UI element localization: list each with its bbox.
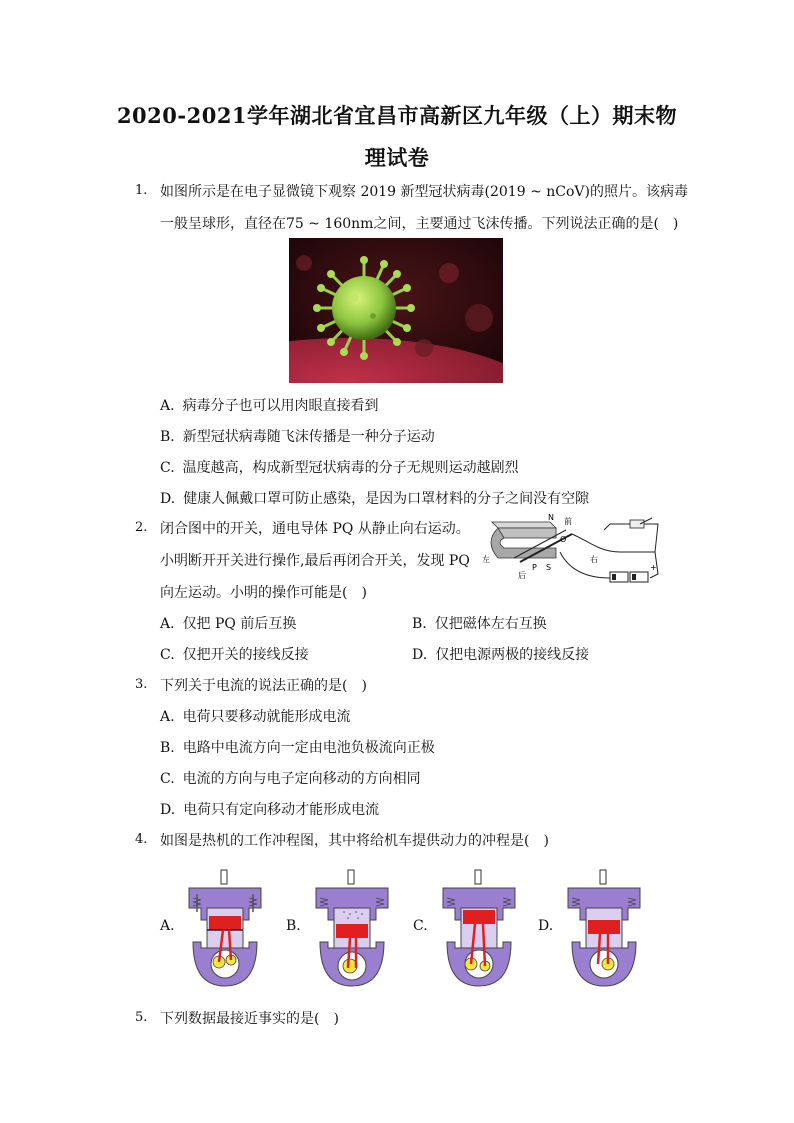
question-text: 如图所示是在电子显微镜下观察 2019 新型冠状病毒(2019 ~ nCoV)的照片。该病毒 [160, 184, 688, 200]
option-label: A. [160, 709, 175, 725]
option-d[interactable] [160, 488, 589, 508]
option-label: D. [160, 802, 176, 818]
engine-stroke-d[interactable] [562, 868, 646, 990]
label-plus: + [650, 563, 657, 572]
option-c[interactable] [160, 768, 421, 788]
label-p: P [532, 563, 537, 572]
engine-stroke-c[interactable] [437, 868, 521, 990]
label-front: 前 [564, 517, 572, 526]
option-a[interactable] [160, 613, 296, 633]
engine-stroke-a[interactable] [183, 868, 267, 990]
engine-option-b-label[interactable]: B. [286, 918, 301, 934]
question-number: 3. [135, 677, 148, 692]
option-label: C. [160, 647, 175, 663]
option-c[interactable] [160, 457, 519, 477]
label-back: 后 [518, 571, 526, 580]
question-text: 闭合图中的开关，通电导体 PQ 从静止向右运动。 [160, 521, 470, 537]
label-n: N [548, 513, 554, 522]
option-text: 仅把开关的接线反接 [182, 647, 309, 663]
option-text: 温度越高，构成新型冠状病毒的分子无规则运动越剧烈 [182, 460, 519, 476]
question-text: 一般呈球形，直径在75 ~ 160nm之间，主要通过飞沫传播。下列说法正确的是( ) [160, 216, 679, 232]
option-b[interactable] [412, 613, 547, 633]
option-b[interactable] [160, 426, 435, 446]
label-right: 右 [590, 555, 598, 564]
option-text: 仅把 PQ 前后互换 [182, 616, 297, 632]
option-b[interactable] [160, 737, 435, 757]
engine-stroke-b[interactable] [310, 868, 394, 990]
question-text: 如图是热机的工作冲程图，其中将给机车提供动力的冲程是( ) [160, 833, 549, 849]
option-label: B. [160, 429, 175, 445]
option-d[interactable] [160, 799, 379, 819]
option-text: 电流的方向与电子定向移动的方向相同 [182, 771, 421, 787]
option-a[interactable] [160, 395, 379, 415]
label-o: O [560, 535, 567, 544]
engine-option-c-label[interactable]: C. [413, 918, 428, 934]
question-text: 下列关于电流的说法正确的是( ) [160, 678, 367, 694]
option-label: A. [160, 398, 175, 414]
option-label: D. [160, 491, 176, 507]
option-text: 仅把电源两极的接线反接 [435, 647, 590, 663]
label-s: S [546, 563, 552, 572]
option-text: 新型冠状病毒随飞沫传播是一种分子运动 [182, 429, 435, 445]
option-label: C. [160, 771, 175, 787]
label-left: 左 [482, 555, 490, 564]
option-text: 电荷只有定向移动才能形成电流 [183, 802, 380, 818]
page-title-line2: 理试卷 [364, 145, 430, 170]
question-number: 1. [135, 183, 148, 198]
engine-option-a-label[interactable]: A. [160, 918, 175, 934]
option-text: 健康人佩戴口罩可防止感染，是因为口罩材料的分子之间没有空隙 [183, 491, 590, 507]
page-title-line1: 2020-2021学年湖北省宜昌市高新区九年级（上）期末物 [116, 103, 678, 128]
option-text: 电荷只要移动就能形成电流 [182, 709, 351, 725]
option-c[interactable] [160, 644, 309, 664]
question-number: 2. [135, 520, 148, 535]
motor-circuit-diagram [480, 512, 666, 588]
option-label: C. [160, 460, 175, 476]
virus-photo [289, 238, 503, 383]
question-number: 5. [135, 1010, 148, 1025]
engine-option-d-label[interactable]: D. [538, 918, 554, 934]
option-label: B. [412, 616, 427, 632]
option-d[interactable] [412, 644, 589, 664]
option-label: A. [160, 616, 175, 632]
option-text: 仅把磁体左右互换 [434, 616, 547, 632]
option-label: D. [412, 647, 428, 663]
question-text: 下列数据最接近事实的是( ) [160, 1011, 339, 1027]
option-label: B. [160, 740, 175, 756]
question-text: 向左运动。小明的操作可能是( ) [160, 585, 367, 601]
question-text: 小明断开开关进行操作,最后再闭合开关，发现 PQ [160, 553, 470, 569]
option-text: 病毒分子也可以用肉眼直接看到 [182, 398, 379, 414]
question-number: 4. [135, 832, 148, 847]
option-text: 电路中电流方向一定由电池负极流向正极 [182, 740, 435, 756]
option-a[interactable] [160, 706, 351, 726]
